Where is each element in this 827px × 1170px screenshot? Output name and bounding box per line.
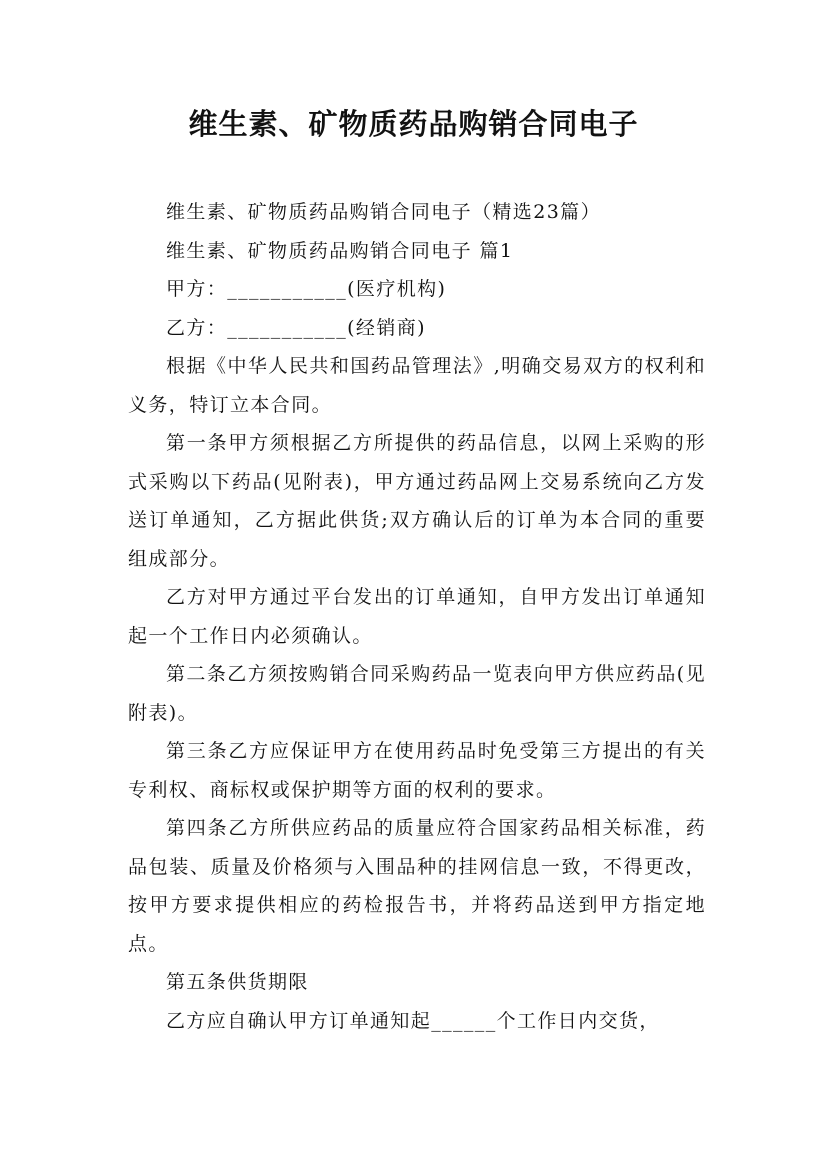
document-title: 维生素、矿物质药品购销合同电子	[188, 107, 639, 141]
paragraph-article-2: 第二条乙方须按购销合同采购药品一览表向甲方供应药品(见附表)。	[128, 663, 706, 724]
paragraph-article-3: 第三条乙方应保证甲方在使用药品时免受第三方提出的有关专利权、商标权或保护期等方面的权利的要求。	[128, 740, 706, 801]
paragraph-order-confirmation: 乙方对甲方通过平台发出的订单通知，自甲方发出订单通知起一个工作日内必须确认。	[128, 586, 706, 647]
paragraph-delivery-term: 乙方应自确认甲方订单通知起______个工作日内交货，	[166, 1009, 660, 1032]
paragraph-preamble: 根据《中华人民共和国药品管理法》,明确交易双方的权利和义务，特订立本合同。	[128, 355, 706, 416]
paragraph-party-a: 甲方：___________(医疗机构)	[166, 278, 447, 300]
paragraph-article-5-heading: 第五条供货期限	[166, 971, 309, 993]
paragraph-subtitle: 维生素、矿物质药品购销合同电子（精选23篇）	[166, 201, 601, 223]
paragraph-article-1: 第一条甲方须根据乙方所提供的药品信息，以网上采购的形式采购以下药品(见附表)，甲方通过药品网上交易系统向乙方发送订单通知，乙方据此供货;双方确认后的订单为本合同的重要组成部分。	[128, 432, 706, 570]
document-body	[128, 193, 706, 1040]
paragraph-section-heading: 维生素、矿物质药品购销合同电子 篇1	[166, 239, 514, 262]
paragraph-party-b: 乙方：___________(经销商)	[166, 316, 426, 339]
paragraph-article-4: 第四条乙方所供应药品的质量应符合国家药品相关标准，药品包装、质量及价格须与入围品种的挂网信息一致，不得更改，按甲方要求提供相应的药检报告书，并将药品送到甲方指定地点。	[128, 817, 706, 955]
